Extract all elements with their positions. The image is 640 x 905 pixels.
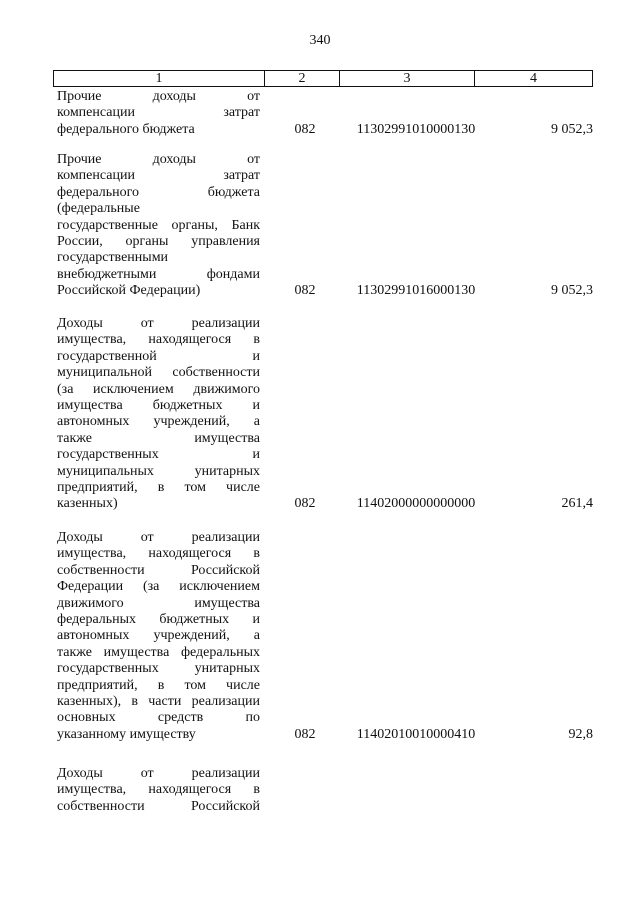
description-line: имущества, находящегося в [57, 332, 260, 348]
description-line: компенсации затрат [57, 168, 260, 184]
description-line: компенсации затрат [57, 105, 260, 121]
description-line: казенных), в части реализации [57, 693, 260, 709]
header-col-2: 2 [265, 71, 340, 86]
description-line: Доходы от реализации [57, 766, 260, 781]
row-description [57, 89, 260, 138]
row-description [57, 316, 260, 513]
table-row [57, 316, 593, 513]
row-amount: 92,8 [568, 726, 593, 742]
table-row [57, 89, 593, 138]
header-col-3: 3 [340, 71, 475, 86]
description-line: федерального бюджета [57, 184, 260, 200]
description-line: собственности Российской [57, 798, 260, 814]
row-kbk: 11302991016000130 [356, 283, 476, 299]
row-code: 082 [294, 283, 316, 299]
description-line: имущества, находящегося в [57, 782, 260, 798]
description-line: собственности Российской [57, 562, 260, 578]
description-line: движимого имущества [57, 595, 260, 611]
description-line: Доходы от реализации [57, 316, 260, 331]
description-line: (за исключением движимого [57, 381, 260, 397]
description-line: внебюджетными фондами [57, 266, 260, 282]
description-line: России, органы управления [57, 233, 260, 249]
description-line: государственными [57, 250, 169, 266]
row-description [57, 766, 260, 815]
description-line: автономных учреждений, а [57, 628, 260, 644]
table-header [53, 70, 593, 87]
page-number: 340 [309, 33, 331, 48]
row-code: 082 [294, 726, 316, 742]
description-line: муниципальной собственности [57, 365, 260, 381]
description-line: указанному имуществу [57, 726, 196, 742]
description-line: также имущества [57, 430, 260, 446]
row-amount: 9 052,3 [551, 121, 593, 137]
description-line: Доходы от реализации [57, 530, 260, 545]
description-line: предприятий, в том числе [57, 479, 260, 495]
description-line: основных средств по [57, 710, 260, 726]
description-line: также имущества федеральных [57, 644, 260, 660]
description-line: государственные органы, Банк [57, 217, 260, 233]
row-amount: 9 052,3 [551, 283, 593, 299]
row-kbk: 11402010010000410 [356, 726, 476, 742]
table-row [57, 530, 593, 744]
description-line: федеральных бюджетных и [57, 611, 260, 627]
description-line: имущества, находящегося в [57, 546, 260, 562]
description-line: государственных унитарных [57, 661, 260, 677]
description-line: федерального бюджета [57, 121, 195, 137]
description-line: Прочие доходы от [57, 152, 260, 167]
row-amount: 261,4 [561, 496, 593, 512]
description-line: казенных) [57, 496, 118, 512]
description-line: Прочие доходы от [57, 89, 260, 104]
description-line: государственных и [57, 447, 260, 463]
row-code: 082 [294, 121, 316, 137]
table-row [57, 152, 593, 300]
description-line: Российской Федерации) [57, 283, 201, 299]
header-col-4: 4 [530, 71, 537, 86]
row-code: 082 [294, 496, 316, 512]
description-line: Федерации (за исключением [57, 579, 260, 595]
row-description [57, 152, 260, 300]
row-kbk: 11402000000000000 [356, 496, 476, 512]
description-line: имущества бюджетных и [57, 397, 260, 413]
header-col-1: 1 [54, 71, 265, 86]
table-row [57, 766, 593, 816]
description-line: муниципальных унитарных [57, 463, 260, 479]
description-line: автономных учреждений, а [57, 414, 260, 430]
description-line: предприятий, в том числе [57, 677, 260, 693]
description-line: государственной и [57, 348, 260, 364]
description-line: (федеральные [57, 201, 140, 217]
row-kbk: 11302991010000130 [356, 121, 476, 137]
row-description [57, 530, 260, 743]
